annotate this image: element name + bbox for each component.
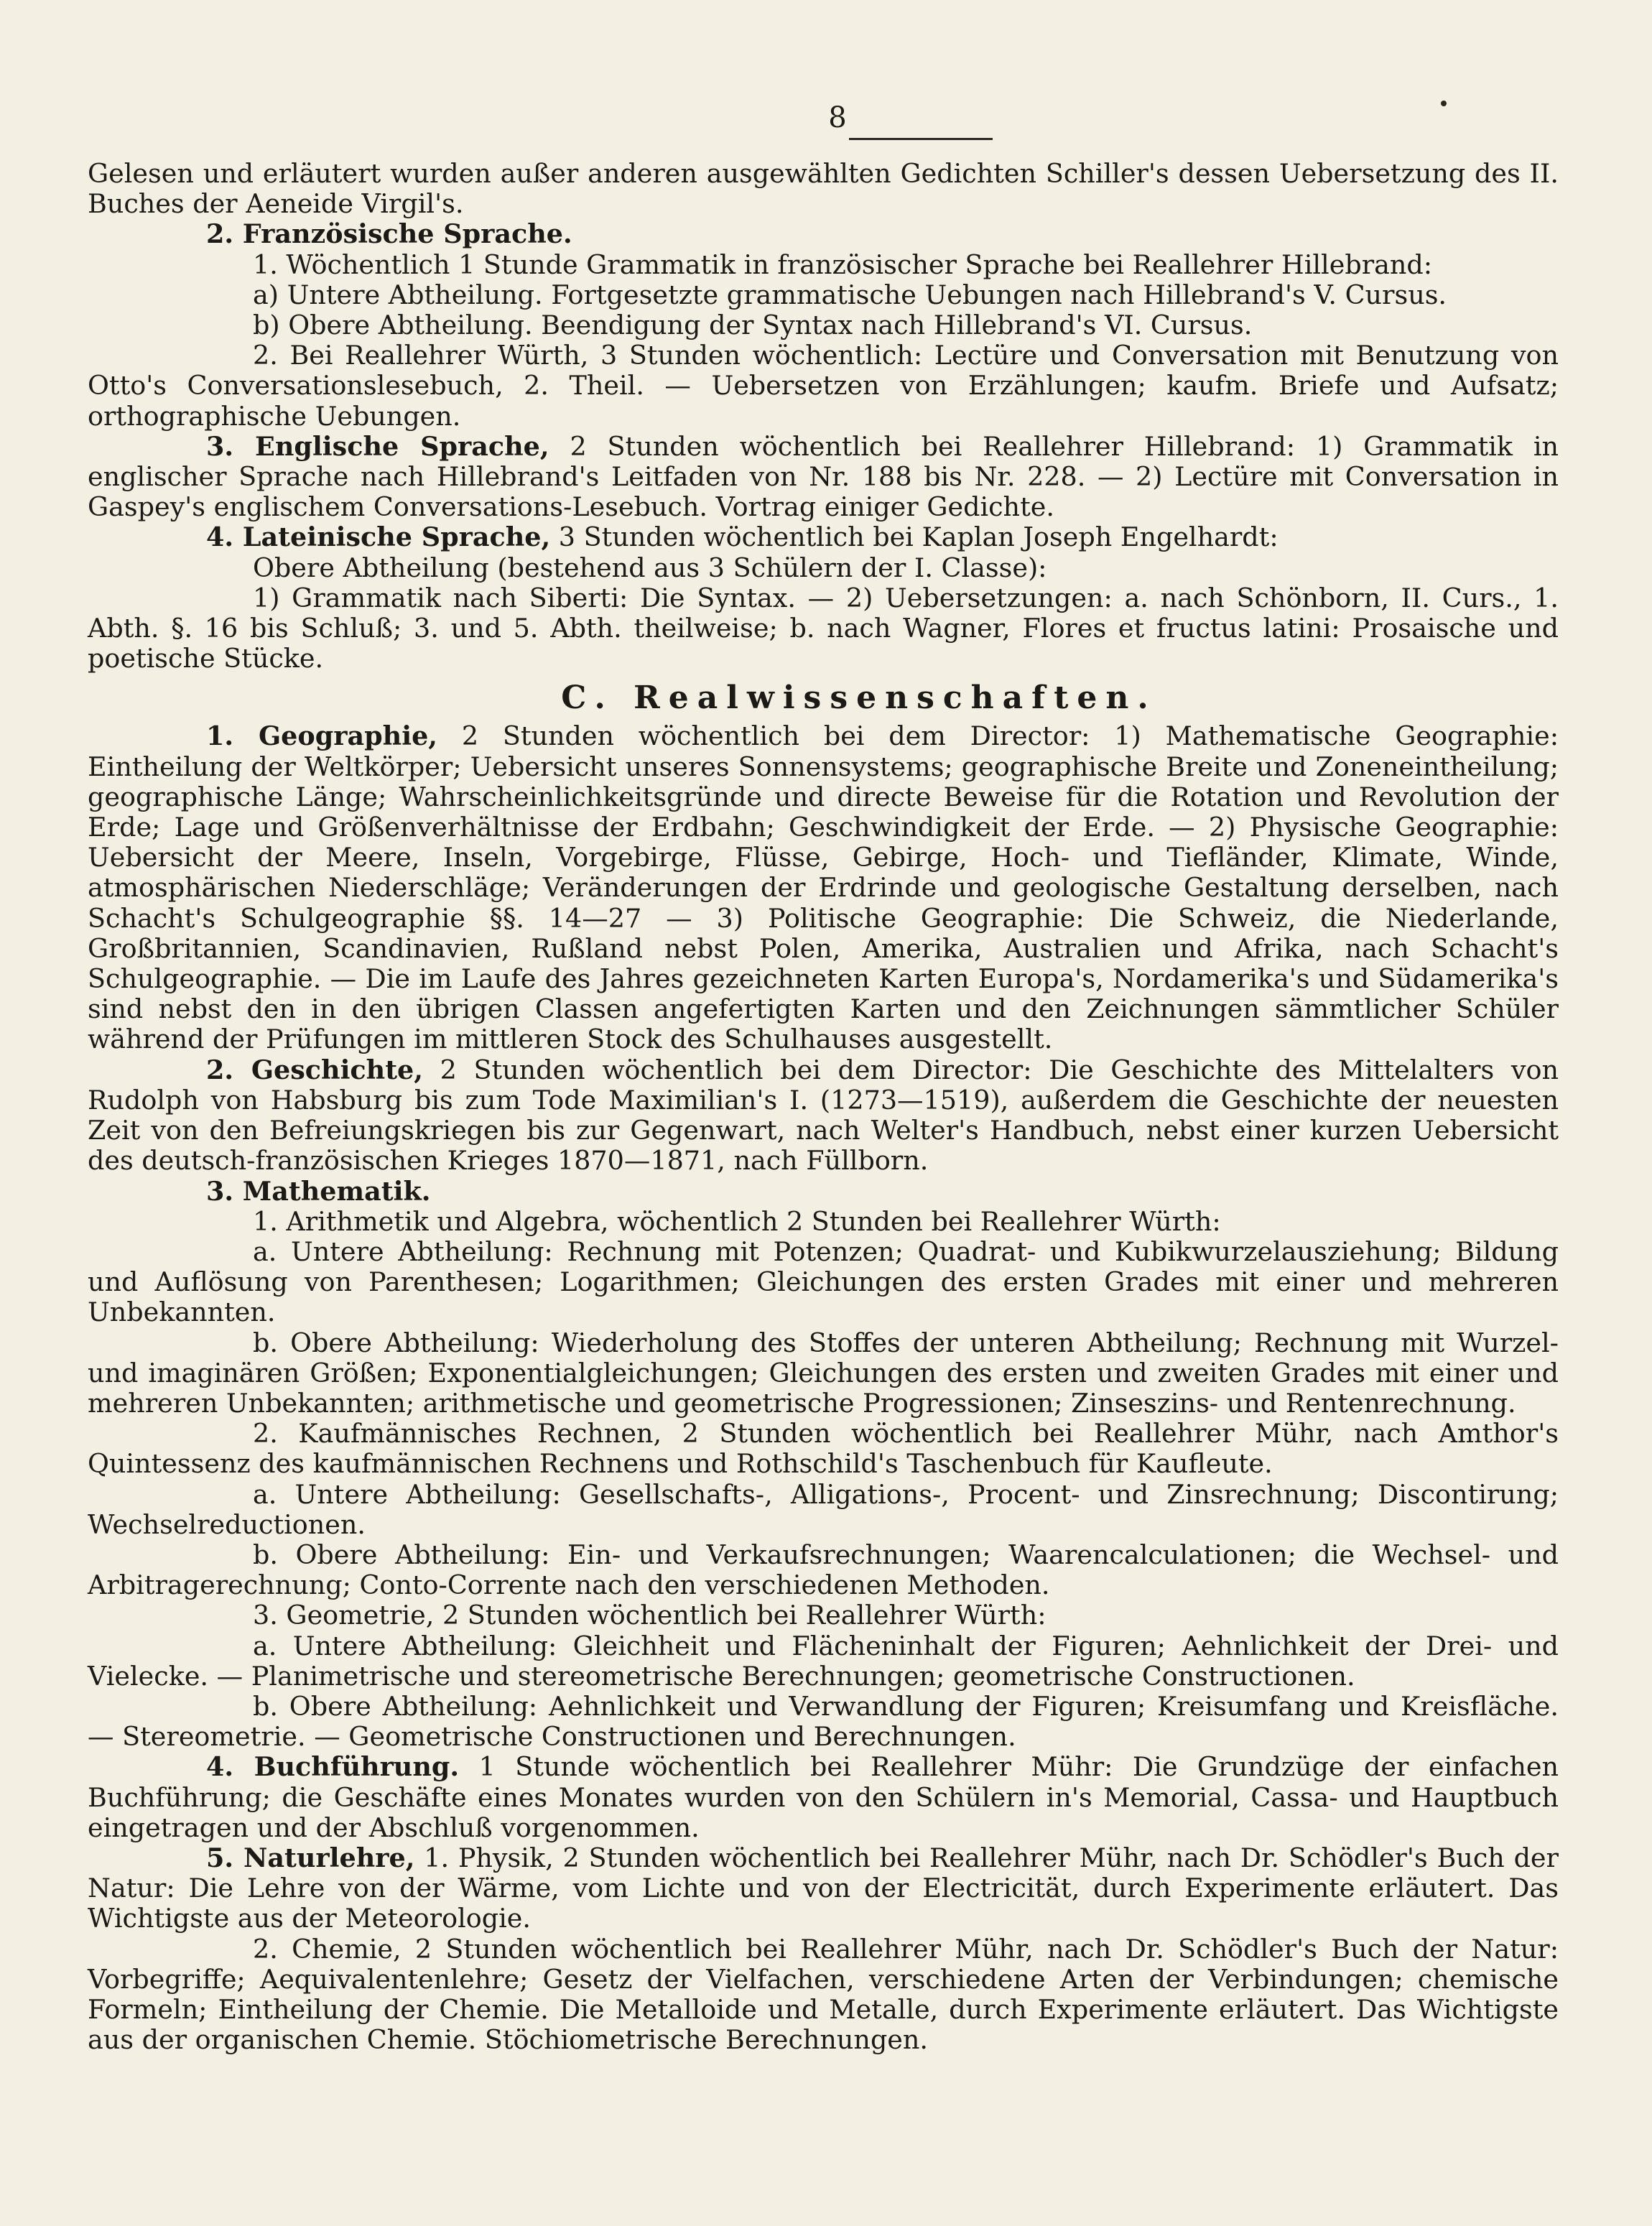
history-paragraph	[88, 1055, 1559, 1177]
math-heading-text: 3. Mathematik.	[206, 1175, 431, 1207]
math-geo-a: a. Untere Abtheilung: Gleichheit und Flächeninhalt der Figuren; Aehnlichkeit der Drei- und Vielecke. — Planimetrische und stereometrische Berechnungen; geometrische Constructionen.	[88, 1630, 1559, 1692]
geography-paragraph	[88, 721, 1559, 1054]
math-arith-b: b. Obere Abtheilung: Wiederholung des Stoffes der unteren Abtheilung; Rechnung mit Wurzel- und imaginären Größen; Exponentialgleichungen; Gleichungen des ersten und zweiten Grades mit einer und mehreren Unbekannten; arithmetische und geometrische Progressionen; Zinseszins- und Rentenrechnung.	[88, 1327, 1559, 1419]
french-a: a) Untere Abtheilung. Fortgesetzte grammatische Uebungen nach Hillebrand's V. Cursus.	[253, 279, 1447, 310]
bookkeeping-text: 1 Stunde wöchentlich bei Reallehrer Mühr: Die Grundzüge der einfachen Buchführung; die Geschäfte eines Monates wurden von den Schülern in's Memorial, Cassa- und Hauptbuch eingetragen und der Abschluß vorgenommen.	[88, 1751, 1559, 1843]
math-heading	[88, 1177, 1559, 1207]
math-kauf-b: b. Obere Abtheilung: Ein- und Verkaufsrechnungen; Waarencalculationen; die Wechsel- und Arbitragerechnung; Conto-Corrente nach den verschiedenen Methoden.	[88, 1539, 1559, 1601]
french-heading-text: 2. Französische Sprache.	[206, 218, 572, 250]
math-geo-b: b. Obere Abtheilung: Aehnlichkeit und Verwandlung der Figuren; Kreisumfang und Kreisfläche. — Stereometrie. — Geometrische Constructionen und Berechnungen.	[88, 1690, 1559, 1753]
section-c-heading: C. Realwissenschaften.	[561, 680, 1157, 717]
french-heading	[88, 219, 1559, 249]
page-number: 8	[828, 101, 847, 134]
science-physik: 1. Physik, 2 Stunden wöchentlich bei Reallehrer Mühr, nach Dr. Schödler's Buch der Natur: Die Lehre von der Wärme, vom Lichte und von der Electricität, durch Experimente erläutert. Das Wichtigste aus der Meteorologie.	[88, 1842, 1559, 1934]
math-kauf-a: a. Untere Abtheilung: Gesellschafts-, Alligations-, Procent- und Zinsrechnung; Discontirung; Wechselreductionen.	[88, 1478, 1559, 1540]
bookkeeping-heading: 4. Buchführung.	[206, 1751, 460, 1783]
latin-paragraph	[88, 522, 1559, 552]
science-heading: 5. Naturlehre,	[206, 1842, 415, 1873]
science-chemie: 2. Chemie, 2 Stunden wöchentlich bei Reallehrer Mühr, nach Dr. Schödler's Buch der Natur: Vorbegriffe; Aequivalentenlehre; Gesetz der Vielfachen, verschiedene Arten der Verbindungen; chemische Formeln; Eintheilung der Chemie. Die Metalloide und Metalle, durch Experimente erläutert. Das Wichtigste aus der organischen Chemie. Stöchiometrische Berechnungen.	[88, 1933, 1559, 2056]
science-paragraph	[88, 1843, 1559, 1934]
bookkeeping-paragraph	[88, 1752, 1559, 1843]
latin-list: 1) Grammatik nach Siberti: Die Syntax. — 2) Uebersetzungen: a. nach Schönborn, II. Curs., 1. Abth. §. 16 bis Schluß; 3. und 5. Abth. theilweise; b. nach Wagner, Flores et fructus latini: Prosaische und poetische Stücke.	[88, 582, 1559, 674]
english-heading: 3. Englische Sprache,	[206, 430, 549, 462]
history-heading: 2. Geschichte,	[206, 1054, 423, 1085]
latin-text: 3 Stunden wöchentlich bei Kaplan Joseph Engelhardt:	[550, 521, 1279, 553]
french-p1: 1. Wöchentlich 1 Stunde Grammatik in französischer Sprache bei Reallehrer Hillebrand:	[253, 249, 1433, 280]
intro-paragraph: Gelesen und erläutert wurden außer anderen ausgewählten Gedichten Schiller's dessen Uebersetzung des II. Buches der Aeneide Virgil's.	[88, 158, 1559, 220]
english-text: 2 Stunden wöchentlich bei Reallehrer Hillebrand: 1) Grammatik in englischer Sprache nach Hillebrand's Leitfaden von Nr. 188 bis Nr. 228. — 2) Lectüre mit Conversation in Gaspey's englischem Conversations-Lesebuch. Vortrag einiger Gedichte.	[88, 430, 1559, 523]
math-kauf: 2. Kaufmännisches Rechnen, 2 Stunden wöchentlich bei Reallehrer Mühr, nach Amthor's Quintessenz des kaufmännischen Rechnens und Rothschild's Taschenbuch für Kaufleute.	[88, 1418, 1559, 1480]
latin-obere: Obere Abtheilung (bestehend aus 3 Schülern der I. Classe):	[253, 552, 1047, 583]
ink-dot	[1441, 101, 1447, 106]
english-paragraph	[88, 432, 1559, 523]
french-b: b) Obere Abtheilung. Beendigung der Syntax nach Hillebrand's VI. Cursus.	[253, 310, 1253, 341]
math-arith: 1. Arithmetik und Algebra, wöchentlich 2 Stunden bei Reallehrer Würth:	[253, 1205, 1221, 1237]
math-arith-a: a. Untere Abtheilung: Rechnung mit Potenzen; Quadrat- und Kubikwurzelausziehung; Bildung und Auflösung von Parenthesen; Logarithmen; Gleichungen des ersten Grades mit einer und mehreren Unbekannten.	[88, 1235, 1559, 1328]
geography-text: 2 Stunden wöchentlich bei dem Director: 1) Mathematische Geographie: Eintheilung der Weltkörper; Uebersicht unseres Sonnensystems; geographische Breite und Zoneneintheilung; geographische Länge; Wahrscheinlichkeitsgründe und directe Beweise für die Rotation und Revolution der Erde; Lage und Größenverhältnisse der Erdbahn; Geschwindigkeit der Erde. — 2) Physische Geographie: Uebersicht der Meere, Inseln, Vorgebirge, Flüsse, Gebirge, Hoch- und Tiefländer, Klimate, Winde, atmosphärischen Niederschläge; Veränderungen der Erdrinde und geologische Gestaltung derselben, nach Schacht's Schulgeographie §§. 14—27 — 3) Politische Geographie: Die Schweiz, die Niederlande, Großbritannien, Scandinavien, Rußland nebst Polen, Amerika, Australien und Afrika, nach Schacht's Schulgeographie. — Die im Laufe des Jahres gezeichneten Karten Europa's, Nordamerika's und Südamerika's sind nebst den in den übrigen Classen angefertigten Karten und den Zeichnungen sämmtlicher Schüler während der Prüfungen im mittleren Stock des Schulhauses ausgestellt.	[88, 720, 1559, 1055]
header-rule	[849, 138, 993, 140]
math-geo: 3. Geometrie, 2 Stunden wöchentlich bei Reallehrer Würth:	[253, 1600, 1047, 1631]
latin-heading: 4. Lateinische Sprache,	[206, 521, 551, 553]
geography-heading: 1. Geographie,	[206, 720, 438, 752]
history-text: 2 Stunden wöchentlich bei dem Director: Die Geschichte des Mittelalters von Rudolph von Habsburg bis zum Tode Maximilian's I. (1273—1519), außerdem die Geschichte der neuesten Zeit von den Befreiungskriegen bis zur Gegenwart, nach Welter's Handbuch, nebst einer kurzen Uebersicht des deutsch-französischen Krieges 1870—1871, nach Füllborn.	[88, 1054, 1559, 1177]
french-p2: 2. Bei Reallehrer Würth, 3 Stunden wöchentlich: Lectüre und Conversation mit Benutzung von Otto's Conversationslesebuch, 2. Theil. — Uebersetzen von Erzählungen; kaufm. Briefe und Aufsatz; orthographische Uebungen.	[88, 340, 1559, 432]
